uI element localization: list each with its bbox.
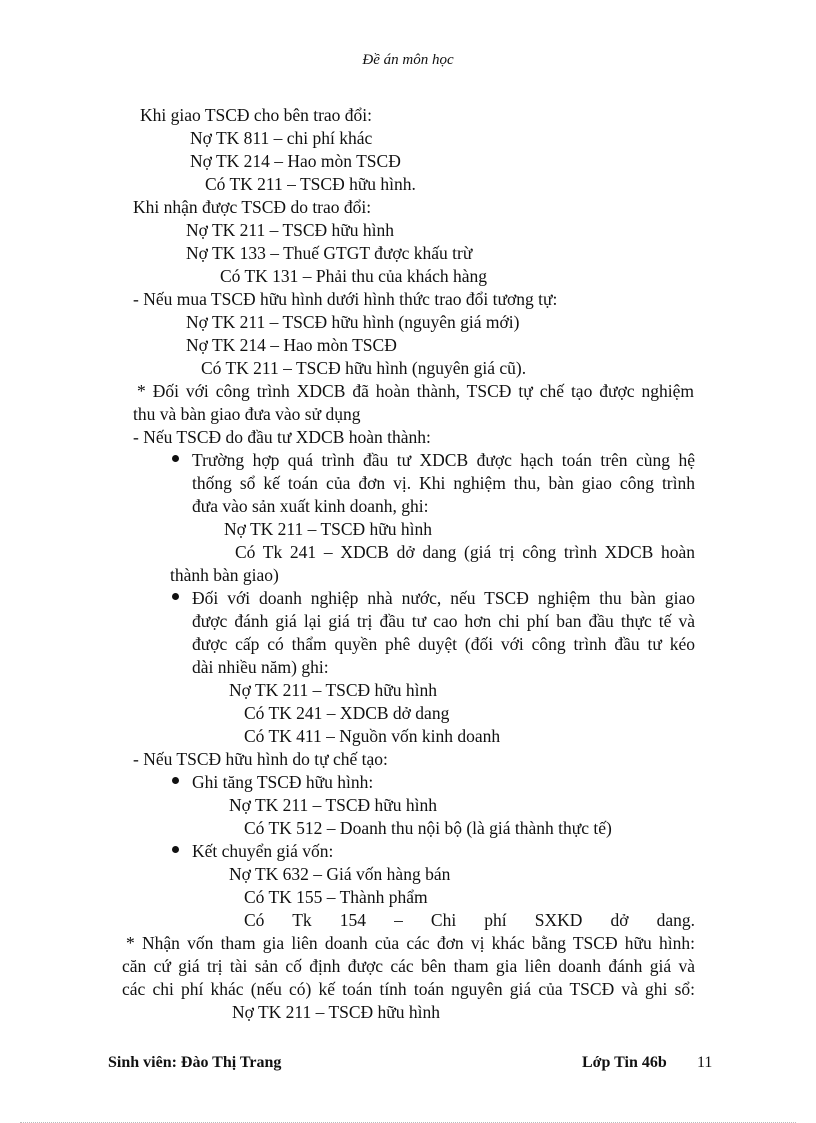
- text-line: - Nếu TSCĐ hữu hình do tự chế tạo:: [133, 749, 388, 769]
- text-line: Nợ TK 211 – TSCĐ hữu hình: [232, 1002, 441, 1022]
- text-line: Khi giao TSCĐ cho bên trao đổi:: [140, 105, 373, 125]
- text-line: Có TK 155 – Thành phẩm: [244, 887, 428, 907]
- text-line: Có Tk 241 – XDCB dở dang (giá trị công trình XDCB hoàn: [235, 542, 695, 562]
- text-line: Nợ TK 214 – Hao mòn TSCĐ: [186, 335, 397, 355]
- bullet-icon: [172, 777, 179, 784]
- text-line: các chi phí khác (nếu có) kế toán tính toán nguyên giá của TSCĐ và ghi sổ:: [122, 979, 695, 999]
- footer-student: Sinh viên: Đào Thị Trang: [108, 1054, 282, 1071]
- text-line: Nợ TK 211 – TSCĐ hữu hình: [186, 220, 395, 240]
- text-line: Có TK 211 – TSCĐ hữu hình (nguyên giá cũ).: [201, 358, 527, 378]
- text-line: Có TK 211 – TSCĐ hữu hình.: [205, 174, 416, 194]
- text-line: Có TK 411 – Nguồn vốn kinh doanh: [244, 726, 501, 746]
- text-line: Trường hợp quá trình đầu tư XDCB được hạch toán trên cùng hệ: [192, 450, 695, 470]
- bullet-icon: [172, 846, 179, 853]
- text-line: Nợ TK 811 – chi phí khác: [190, 128, 373, 148]
- text-line: * Nhận vốn tham gia liên doanh của các đơn vị khác bằng TSCĐ hữu hình:: [126, 933, 695, 953]
- text-line: được cấp có thẩm quyền phê duyệt (đối với công trình đầu tư kéo: [192, 634, 695, 654]
- text-line: Khi nhận được TSCĐ do trao đổi:: [133, 197, 372, 217]
- text-line: được đánh giá lại giá trị đầu tư cao hơn chi phí ban đầu thực tế và: [192, 611, 695, 631]
- text-line: dài nhiều năm) ghi:: [192, 657, 329, 677]
- text-line: đưa vào sản xuất kinh doanh, ghi:: [192, 496, 429, 516]
- text-line: - Nếu mua TSCĐ hữu hình dưới hình thức trao đổi tương tự:: [133, 289, 558, 309]
- bullet-icon: [172, 593, 179, 600]
- page-number: 11: [697, 1054, 713, 1071]
- text-line: thống sổ kế toán của đơn vị. Khi nghiệm thu, bàn giao công trình: [192, 473, 695, 493]
- text-line: thu và bàn giao đưa vào sử dụng: [133, 404, 361, 424]
- page-header-title: Đề án môn học: [362, 52, 454, 68]
- text-line: Nợ TK 211 – TSCĐ hữu hình (nguyên giá mới): [186, 312, 520, 332]
- text-line: Có TK 131 – Phải thu của khách hàng: [220, 266, 487, 286]
- text-line: Có Tk 154 – Chi phí SXKD dở dang.: [244, 910, 695, 930]
- text-line: Nợ TK 133 – Thuế GTGT được khấu trừ: [186, 243, 473, 263]
- text-line: Nợ TK 211 – TSCĐ hữu hình: [229, 795, 438, 815]
- footer-class: Lớp Tin 46b: [582, 1054, 667, 1071]
- text-line: Nợ TK 632 – Giá vốn hàng bán: [229, 864, 451, 884]
- text-line: * Đối với công trình XDCB đã hoàn thành, TSCĐ tự chế tạo được nghiệm: [137, 381, 694, 401]
- text-line: Nợ TK 211 – TSCĐ hữu hình: [224, 519, 433, 539]
- text-line: Có TK 512 – Doanh thu nội bộ (là giá thành thực tế): [244, 818, 612, 838]
- text-line: Đối với doanh nghiệp nhà nước, nếu TSCĐ nghiệm thu bàn giao: [192, 588, 695, 608]
- bullet-icon: [172, 455, 179, 462]
- text-line: Kết chuyển giá vốn:: [192, 841, 334, 861]
- text-line: Có TK 241 – XDCB dở dang: [244, 703, 450, 723]
- text-line: thành bàn giao): [170, 565, 279, 585]
- text-line: Nợ TK 214 – Hao mòn TSCĐ: [190, 151, 401, 171]
- text-line: Ghi tăng TSCĐ hữu hình:: [192, 772, 374, 792]
- text-line: căn cứ giá trị tài sản cố định được các bên tham gia liên doanh đánh giá và: [122, 956, 695, 976]
- text-line: - Nếu TSCĐ do đầu tư XDCB hoàn thành:: [133, 427, 431, 447]
- text-line: Nợ TK 211 – TSCĐ hữu hình: [229, 680, 438, 700]
